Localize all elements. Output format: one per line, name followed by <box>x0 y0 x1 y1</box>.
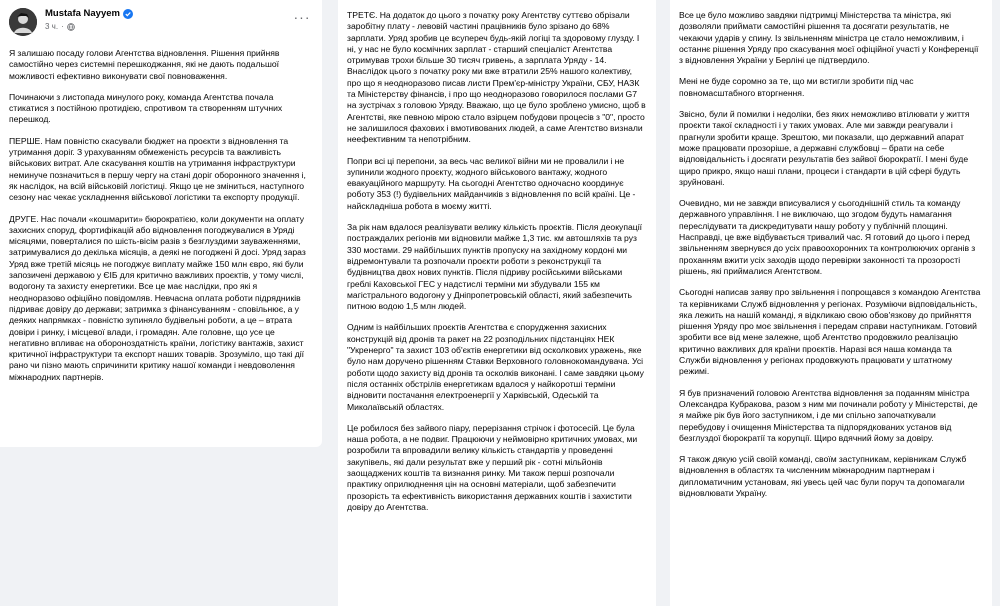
post-paragraph: ТРЕТЄ. На додаток до цього з початку року Агентству суттєво обрізали заробітну плату - левовій частині працівників було зрізано до 68% зарплати. Уряд зробив це всупереч будь-якій логіці та здоровому глузду. І ні, у нас не було космічних зарплат - старший спеціаліст Агентства отримував трохи більше 30 тисяч гривень, а зарплата Уряду - 14. Внаслідок цього з початку року ми вже втратили 25% нашого колективу, про що я неодноразово писав листи Прем'єр-міністру України, СБУ, НАЗК та Міністерству фінансів, і про що неодноразово говорилося послами G7 на зустрічах з головою Уряду. Вважаю, що це було зроблено умисно, щоб в Агентстві, яке певною мірою стало взірцем побудови процесів з "0", просто не залишилося фахових і вмотивованих людей, а саме Агентство визнали неефективним та непотрібним. <box>347 10 646 145</box>
post-paragraph: ПЕРШЕ. Нам повністю скасували бюджет на проєкти з відновлення та утримання доріг. З урахуванням обмеженість ресурсів та важливість військових витрат. Але скасування коштів на утримання інфраструктури неминуче позначиться в першу чергу на стані доріг оборонного значення і, як наслідок, на всій військовій логістиці. Якщо це не зміниться, наступного сезону нас чекає ускладнення військової логістики та експорту продукції. <box>9 135 306 203</box>
post-paragraph: Це робилося без зайвого піару, перерізання стрічок і фотосесій. Це була наша робота, а не подвиг. Працюючи у неймовірно критичних умовах, ми розробили та впровадили велику кількість стандартів у проведенні закупівель, які дали результат вже у перший рік - сотні мільйонів заощаджених коштів та визнання ринку. Ми також перші розпочали практику оприлюднення цін на основні матеріали, щоб забезпечити прозорість та ефективність використання державних коштів і захистити довіру до Агентства. <box>347 422 638 512</box>
post-paragraph: Одним із найбільших проєктів Агентства є спорудження захисних конструкцій від дронів та ракет на 22 розподільних підстанціях НЕК "Укренерго" та захист 103 об'єктів енергетики від осколкових уражень, яке було нам доручено рішенням Ставки Верховного головнокомандувача. Усі роботи щодо захисту від дронів та осколків виконані. І саме завдяки цьому після останніх обстрілів енергетикам вдалося у найкоротші терміни відновити постачання електроенергії у Харківській, Одеській та Миколаївській областях. <box>347 322 644 412</box>
post-time[interactable]: 3 ч. <box>45 22 59 31</box>
verified-badge-icon <box>123 9 133 19</box>
post-card-part-3 <box>670 0 992 606</box>
post-time-row <box>45 22 291 31</box>
separator-dot: · <box>61 22 64 31</box>
post-paragraph: Я залишаю посаду голови Агентства відновлення. Рішення прийняв самостійно через системні перешкоджання, які не дають подальшої можливості ефективно виконувати свої повноваження. <box>9 48 280 81</box>
post-paragraph: ДРУГЕ. Нас почали «кошмарити» бюрократією, коли документи на оплату захисних споруд, фортифікацій або відновлення погоджувалися в Уряді місяцями, поверталися по шість-вісім разів з безглуздими зауваженнями, затримувалися до декілька місяців, а деякі не погоджені й досі. Уряд зараз Уряд вже третій місяць не погоджує виплату майже 150 млн євро, які були запозичені державою у ЄІБ для критично важливих проєктів, у тому числі, водогону та захисту енергетики. Все це має наслідки, про які я неодноразово офіційно повідомляв. Невчасна оплата роботи підрядників підриває довіру до держави; затримка з фінансуванням - сповільнює, а у деяких напрямках - повністю зупиняло будівельні роботи, а це – втрата довіри і ринку, і місцевої влади, і громадян. Але головне, що усе це негативно впливає на обороноздатність країни, логістику вантажів, захист критичної інфраструктури та експорт наших товарів. Зрозуміло, що такі дії рано чи пізно мають спричинити критику нашої команди і невдоволення міжнародних партнерів. <box>9 213 306 382</box>
post-paragraph: Очевидно, ми не завжди вписувалися у сьогоднішній стиль та команду державного управління. І не виключаю, що згодом будуть намагання переслідувати та дискредитувати нашу роботу у публічній площині. Насправді, це вже відбувається тривалий час. Я готовий до цього і перед звільненням звернувся до усіх правоохоронних та контролюючих органів з проханням вжити усіх заходів щодо перевірки законності та прозорості рішень, які приймалися Агентством. <box>679 198 976 276</box>
avatar[interactable] <box>9 8 37 36</box>
post-paragraph: Сьогодні написав заяву про звільнення і попрощався з командою Агентства та керівниками Служб відновлення у регіонах. Розуміючи відповідальність, яка лежить на нашій команді, я відкликаю свою обов'язкову до прийняття рішення Уряду про моє звільнення і передам справи наступникам. Готовий зробити все від мене залежне, щоб Агентство продовжило реалізацію критично важливих для країни проєктів. Наразі вся наша команда та Служби відновлення у регіонах продовжують працювати у штатному режимі. <box>679 287 981 377</box>
post-card-part-1 <box>0 0 322 447</box>
author-name[interactable]: Mustafa Nayyem <box>45 8 120 19</box>
post-paragraph: Попри всі ці перепони, за весь час великої війни ми не провалили і не зупинили жодного проєкту, жодного військового вантажу, жодного евакуаційного маршруту. На сьогодні Агентство одночасно координує роботу 353 (!) будівельних майданчиків з відновлення по всій країні. Це - найскладніша робота в моєму житті. <box>347 155 636 211</box>
post-paragraph: За рік нам вдалося реалізувати велику кількість проєктів. Після деокупації постраждалих регіонів ми відновили майже 1,3 тис. км автошляхів та руз 330 мостами. 29 найбільших пунктів пропуску на західному кордоні ми відремонтували та розпочали проєкти роботи з реконструкції та будівництва двох нових пунктів. Після підриву російськими військами греблі Каховської ГЕС у надстислі терміни ми збудували 155 км магістрального водогону у Дніпропетровській області, який забезпечить питною водою 1,5 млн людей. <box>347 222 642 312</box>
post-header <box>9 8 313 44</box>
post-meta <box>45 8 291 31</box>
post-paragraph: Починаючи з листопада минулого року, команда Агентства почала стикатися з постійною протидією, спротивом та створенням штучних перешкод. <box>9 91 283 125</box>
avatar-silhouette <box>9 8 37 36</box>
post-text-column-1 <box>9 48 313 383</box>
post-card-part-2 <box>338 0 656 606</box>
post-text-column-2 <box>347 10 647 513</box>
post-paragraph: Звісно, були й помилки і недоліки, без яких неможливо втілювати у життя проєкти такої складності і у таких умовах. Але ми завжди реагували і прагнули зробити краще. Зрештою, ми показали, що державний апарат може працювати прозоріше, а державні службовці – брати на себе відповідальність і досягати результатів без зайвої бюрократії. І мені буде щиро прикро, якщо наші плани, процеси і стандарти в цій сфері будуть зруйновані. <box>679 109 970 187</box>
post-paragraph: Все це було можливо завдяки підтримці Міністерства та міністра, які дозволяли приймати самостійні рішення та досягати результатів, не чекаючи ударів у спину. Із звільненням міністра це стало неможливим, і останнє рішення Уряду про скасування моєї офіційної участі у Конференції з відновлення України у Берліні це підтвердило. <box>679 10 979 66</box>
post-paragraph: Я також дякую усій своїй команді, своїм заступникам, керівникам Служб відновлення в областях та численним міжнародним партнерам і дипломатичним установам, які увесь цей час були поруч та допомагали відновлювати Україну. <box>679 454 967 498</box>
post-paragraph: Мені не буде соромно за те, що ми встигли зробити під час повномасштабного вторгнення. <box>679 76 914 98</box>
globe-icon[interactable] <box>67 23 75 31</box>
more-options-icon[interactable]: ··· <box>293 9 311 25</box>
post-text-column-3 <box>679 10 983 499</box>
post-paragraph: Я був призначений головою Агентства відновлення за поданням міністра Олександра Кубракова, разом з ним ми починали роботу у Міністерстві, де я майже рік був його заступником, і де ми спільно започаткували перебудову і очищення Міністерства та підпорядкованих установ від безглуздої бюрократії та корупції. Щиро вдячний йому за довіру. <box>679 387 978 443</box>
author-row <box>45 8 291 19</box>
